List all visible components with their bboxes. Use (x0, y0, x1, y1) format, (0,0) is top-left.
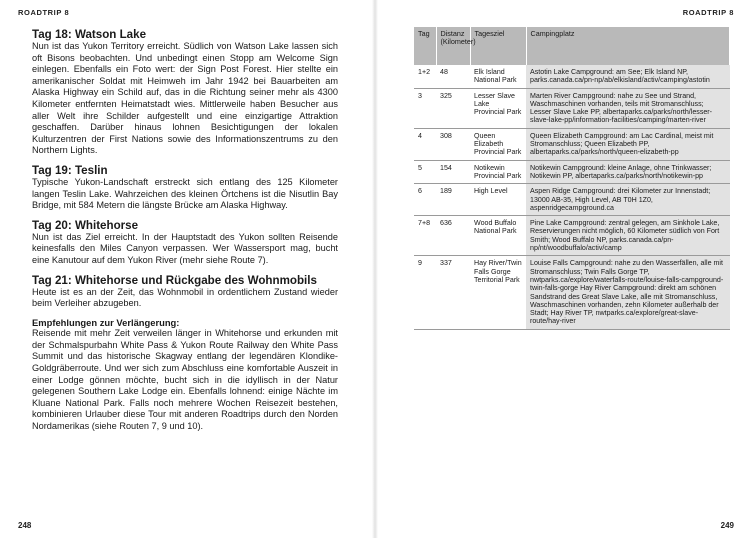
cell-distanz: 636 (436, 216, 470, 256)
cell-tagesziel: Hay River/Twin Falls Gorge Territorial Park (470, 256, 526, 329)
cell-tagesziel: Elk Island National Park (470, 65, 526, 88)
section-heading-day-21: Tag 21: Whitehorse und Rückgabe des Wohnmobils (32, 273, 317, 287)
page-number-right: 249 (720, 521, 734, 530)
cell-tagesziel: Notikewin Provincial Park (470, 160, 526, 184)
section-heading-day-19: Tag 19: Teslin (32, 163, 108, 177)
cell-distanz: 337 (436, 256, 470, 329)
cell-distanz: 154 (436, 160, 470, 184)
section-text-day-21: Heute ist es an der Zeit, das Wohnmobil in ordentlichem Zustand wieder beim Verleiher abzugeben. (32, 286, 338, 309)
header-tag: Tag (414, 27, 436, 65)
cell-tag: 7+8 (414, 216, 436, 256)
cell-tag: 1+2 (414, 65, 436, 88)
cell-tagesziel: High Level (470, 184, 526, 216)
cell-tag: 3 (414, 88, 436, 128)
camping-table (414, 27, 730, 330)
cell-distanz: 48 (436, 65, 470, 88)
cell-tagesziel: Wood Buffalo National Park (470, 216, 526, 256)
section-heading-day-18: Tag 18: Watson Lake (32, 28, 147, 41)
cell-distanz: 189 (436, 184, 470, 216)
table-row (414, 88, 730, 128)
page-number-left: 248 (18, 521, 32, 530)
cell-campingplatz: Aspen Ridge Campground: drei Kilometer zur Innenstadt; 13000 AB-35, High Level, AB T0H 1Z0, aspenridgecampground.ca (526, 184, 730, 216)
cell-distanz: 308 (436, 128, 470, 160)
header-distanz: Distanz (Kilometer) (436, 27, 470, 65)
cell-distanz: 325 (436, 88, 470, 128)
header-tagesziel: Tagesziel (470, 27, 526, 65)
cell-tag: 9 (414, 256, 436, 329)
left-text-column (32, 28, 338, 433)
header-campingplatz: Campingplatz (526, 27, 730, 65)
table-row (414, 65, 730, 88)
table-row (414, 128, 730, 160)
cell-campingplatz: Louise Falls Campground: nahe zu den Wasserfällen, alle mit Stromanschluss; Twin Falls Gorge TP, nwtparks.ca/explore/waterfalls-route/louise-falls-campground-twin-falls-gorge Hay River Campground: direkt am schönen Sandstrand des Great Slave Lake, alle mit Stromanschluss, Waschmaschinen vorhanden, zehn Kilometer außerhalb der Stadt; Hay River TP, nwtparks.ca/explore/great-slave-route/hay-river (526, 256, 730, 329)
cell-campingplatz: Marten River Campground: nahe zu See und Strand, Waschmaschinen vorhanden, teils mit Stromanschluss; Lesser Slave Lake PP, albertaparks.ca/parks/north/lesser-slave-lake-pp/information-facilities/camping/marten-river (526, 88, 730, 128)
section-text-day-19: Typische Yukon-Landschaft erstreckt sich entlang des 125 Kilometer langen Teslin Lake. Wahrzeichen des kleinen Örtchens ist die Nisutlin Bay Bridge, mit 584 Metern die längste Brücke am Alaska Highway. (32, 176, 338, 211)
section-text-day-18: Nun ist das Yukon Territory erreicht. Südlich von Watson Lake lassen sich oft Bisons beobachten. Und unbedingt einen Stopp am Welcome Sign einlegen. Ebenfalls ein Foto wert: der Sign Post Forest. Hier stellte ein amerikanischer Soldat mit Heimweh im Jahr 1942 bei Bauarbeiten am Alaska Highway ein Schild auf, das in die Richtung seiner mehr als 4300 Kilometer entfernten Heimatstadt wies. Mittlerweile haben Besucher aus aller Welt ihre Schilder aufgestellt und eine einzigartige Attraktion geschaffen. Darüber hinaus lohnen Besichtigungen der lokalen Kulturzentren der First Nations sowie des Informationszentrums zu den Northern Lights. (32, 41, 338, 156)
recommendation-heading: Empfehlungen zur Verlängerung: (32, 316, 180, 328)
running-head-left: ROADTRIP 8 (18, 8, 70, 17)
cell-campingplatz: Astotin Lake Campground: am See; Elk Island NP, parks.canada.ca/pn-np/ab/elkisland/activ/camping/astotin (526, 65, 730, 88)
cell-tag: 6 (414, 184, 436, 216)
cell-tagesziel: Lesser Slave Lake Provincial Park (470, 88, 526, 128)
section-text-day-20: Nun ist das Ziel erreicht. In der Hauptstadt des Yukon sollten Reisende keinesfalls den Miles Canyon verpassen. Wer Wassersport mag, bucht eine Kanutour auf dem Yukon River (mehr siehe Route 7). (32, 231, 338, 265)
section-heading-day-20: Tag 20: Whitehorse (32, 218, 139, 232)
table-row (414, 256, 730, 329)
cell-tag: 5 (414, 160, 436, 184)
table-row (414, 184, 730, 216)
recommendation-text: Reisende mit mehr Zeit verweilen länger in Whitehorse und erkunden mit der Schmalspurbahn White Pass & Yukon Route Railway den White Pass Summit und das historische Skagway entlang der legendären Klondike-Goldgräberroute. Und wer sich zum Abschluss eine komfortable Auszeit in einer Lodge gönnen möchte, bucht sich in die idyllisch in der Natur gelegenen Southern Lake Lodge ein. Ebenfalls lohnend: einige Nächte im Kluane National Park. Falls noch mehrere Wochen Reisezeit bestehen, kombinieren Urlauber diese Tour mit anderen Roadtrips durch den Norden Nordamerikas (siehe Routen 7, 9 und 10). (32, 328, 338, 432)
cell-tagesziel: Queen Elizabeth Provincial Park (470, 128, 526, 160)
cell-campingplatz: Pine Lake Campground: zentral gelegen, am Sinkhole Lake, Reservierungen nicht möglich, 60 Kilometer südlich von Fort Smith; Wood Buffalo NP, parks.canada.ca/pn-np/nt/woodbuffalo/activ/camp (526, 216, 730, 256)
table-row (414, 160, 730, 184)
cell-tag: 4 (414, 128, 436, 160)
cell-campingplatz: Queen Elizabeth Campground: am Lac Cardinal, meist mit Stromanschluss; Queen Elizabeth PP, albertaparks.ca/parks/north/queen-elizabeth-pp (526, 128, 730, 160)
running-head-right: ROADTRIP 8 (682, 8, 734, 17)
right-page (375, 0, 750, 538)
table-row (414, 216, 730, 256)
table-header-row (414, 27, 730, 65)
cell-campingplatz: Notikewin Campground: kleine Anlage, ohne Trinkwasser; Notikewin PP, albertaparks.ca/parks/north/notikewin-pp (526, 160, 730, 184)
